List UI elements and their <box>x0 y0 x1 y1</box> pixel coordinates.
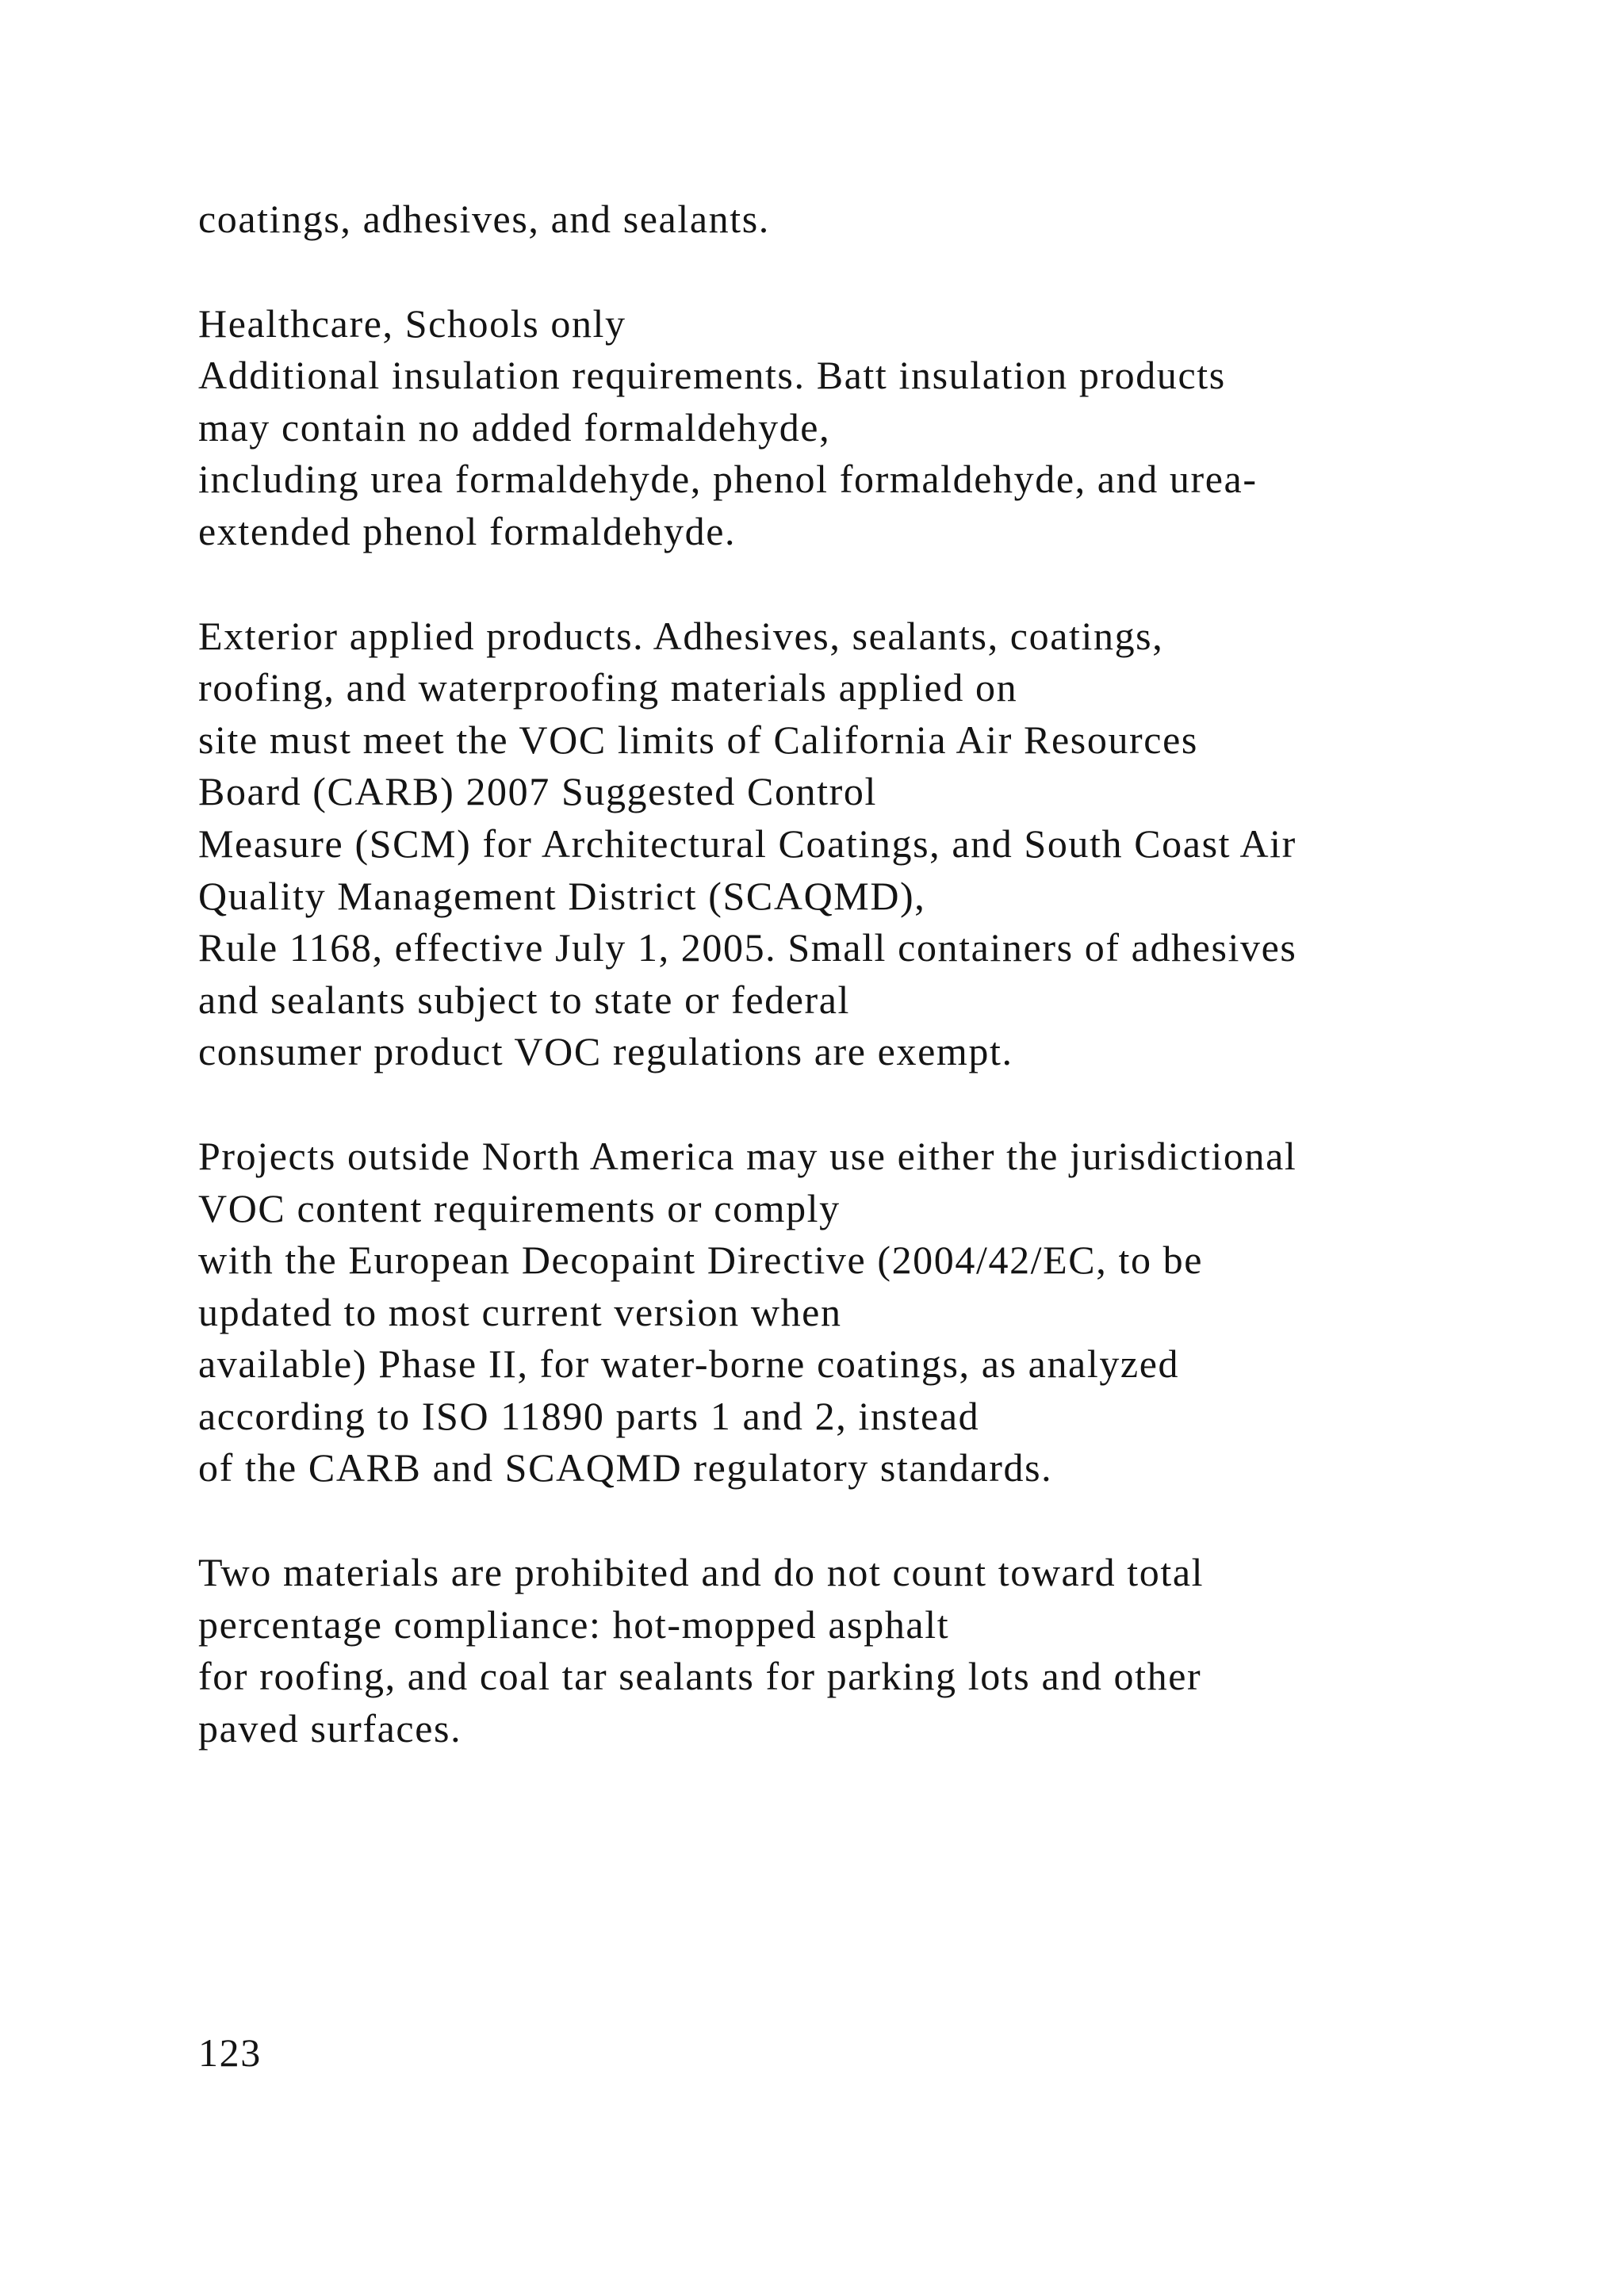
text-line: available) Phase II, for water-borne coatings, as analyzed <box>198 1341 1180 1387</box>
text-line: VOC content requirements or comply <box>198 1185 841 1230</box>
paragraph-insulation-requirements <box>198 298 1515 558</box>
text-line: with the European Decopaint Directive (2004/42/EC, to be <box>198 1238 1204 1283</box>
text-line: coatings, adhesives, and sealants. <box>198 197 770 241</box>
text-line: paved surfaces. <box>198 1705 462 1751</box>
text-line: Exterior applied products. Adhesives, sealants, coatings, <box>198 613 1164 658</box>
text-line: Two materials are prohibited and do not count toward total <box>198 1550 1205 1595</box>
text-line: according to ISO 11890 parts 1 and 2, instead <box>198 1393 980 1438</box>
text-line: Additional insulation requirements. Batt insulation products <box>198 353 1226 398</box>
text-line: for roofing, and coal tar sealants for parking lots and other <box>198 1654 1202 1699</box>
text-line: site must meet the VOC limits of California Air Resources <box>198 717 1198 762</box>
text-line: roofing, and waterproofing materials applied on <box>198 665 1018 710</box>
text-line: extended phenol formaldehyde. <box>198 508 737 553</box>
text-line: consumer product VOC regulations are exempt. <box>198 1029 1013 1074</box>
text-line: including urea formaldehyde, phenol formaldehyde, and urea- <box>198 457 1258 502</box>
text-line: of the CARB and SCAQMD regulatory standards. <box>198 1445 1053 1490</box>
text-line: Healthcare, Schools only <box>198 300 626 346</box>
text-line: and sealants subject to state or federal <box>198 977 851 1022</box>
text-line: updated to most current version when <box>198 1289 842 1334</box>
paragraph-coatings-fragment <box>198 193 1515 246</box>
body-text <box>198 193 1515 1807</box>
text-line: Quality Management District (SCAQMD), <box>198 873 926 918</box>
text-line: Board (CARB) 2007 Suggested Control <box>198 769 877 814</box>
paragraph-exterior-applied-products <box>198 610 1515 1078</box>
text-line: percentage compliance: hot-mopped asphalt <box>198 1601 950 1647</box>
text-line: Rule 1168, effective July 1, 2005. Small containers of adhesives <box>198 925 1297 970</box>
paragraph-projects-outside-north-america <box>198 1131 1515 1494</box>
text-line: may contain no added formaldehyde, <box>198 404 831 450</box>
text-line: Projects outside North America may use either the jurisdictional <box>198 1133 1297 1178</box>
paragraph-prohibited-materials <box>198 1547 1515 1755</box>
text-line: Measure (SCM) for Architectural Coatings, and South Coast Air <box>198 821 1297 866</box>
page-number: 123 <box>198 2030 262 2075</box>
